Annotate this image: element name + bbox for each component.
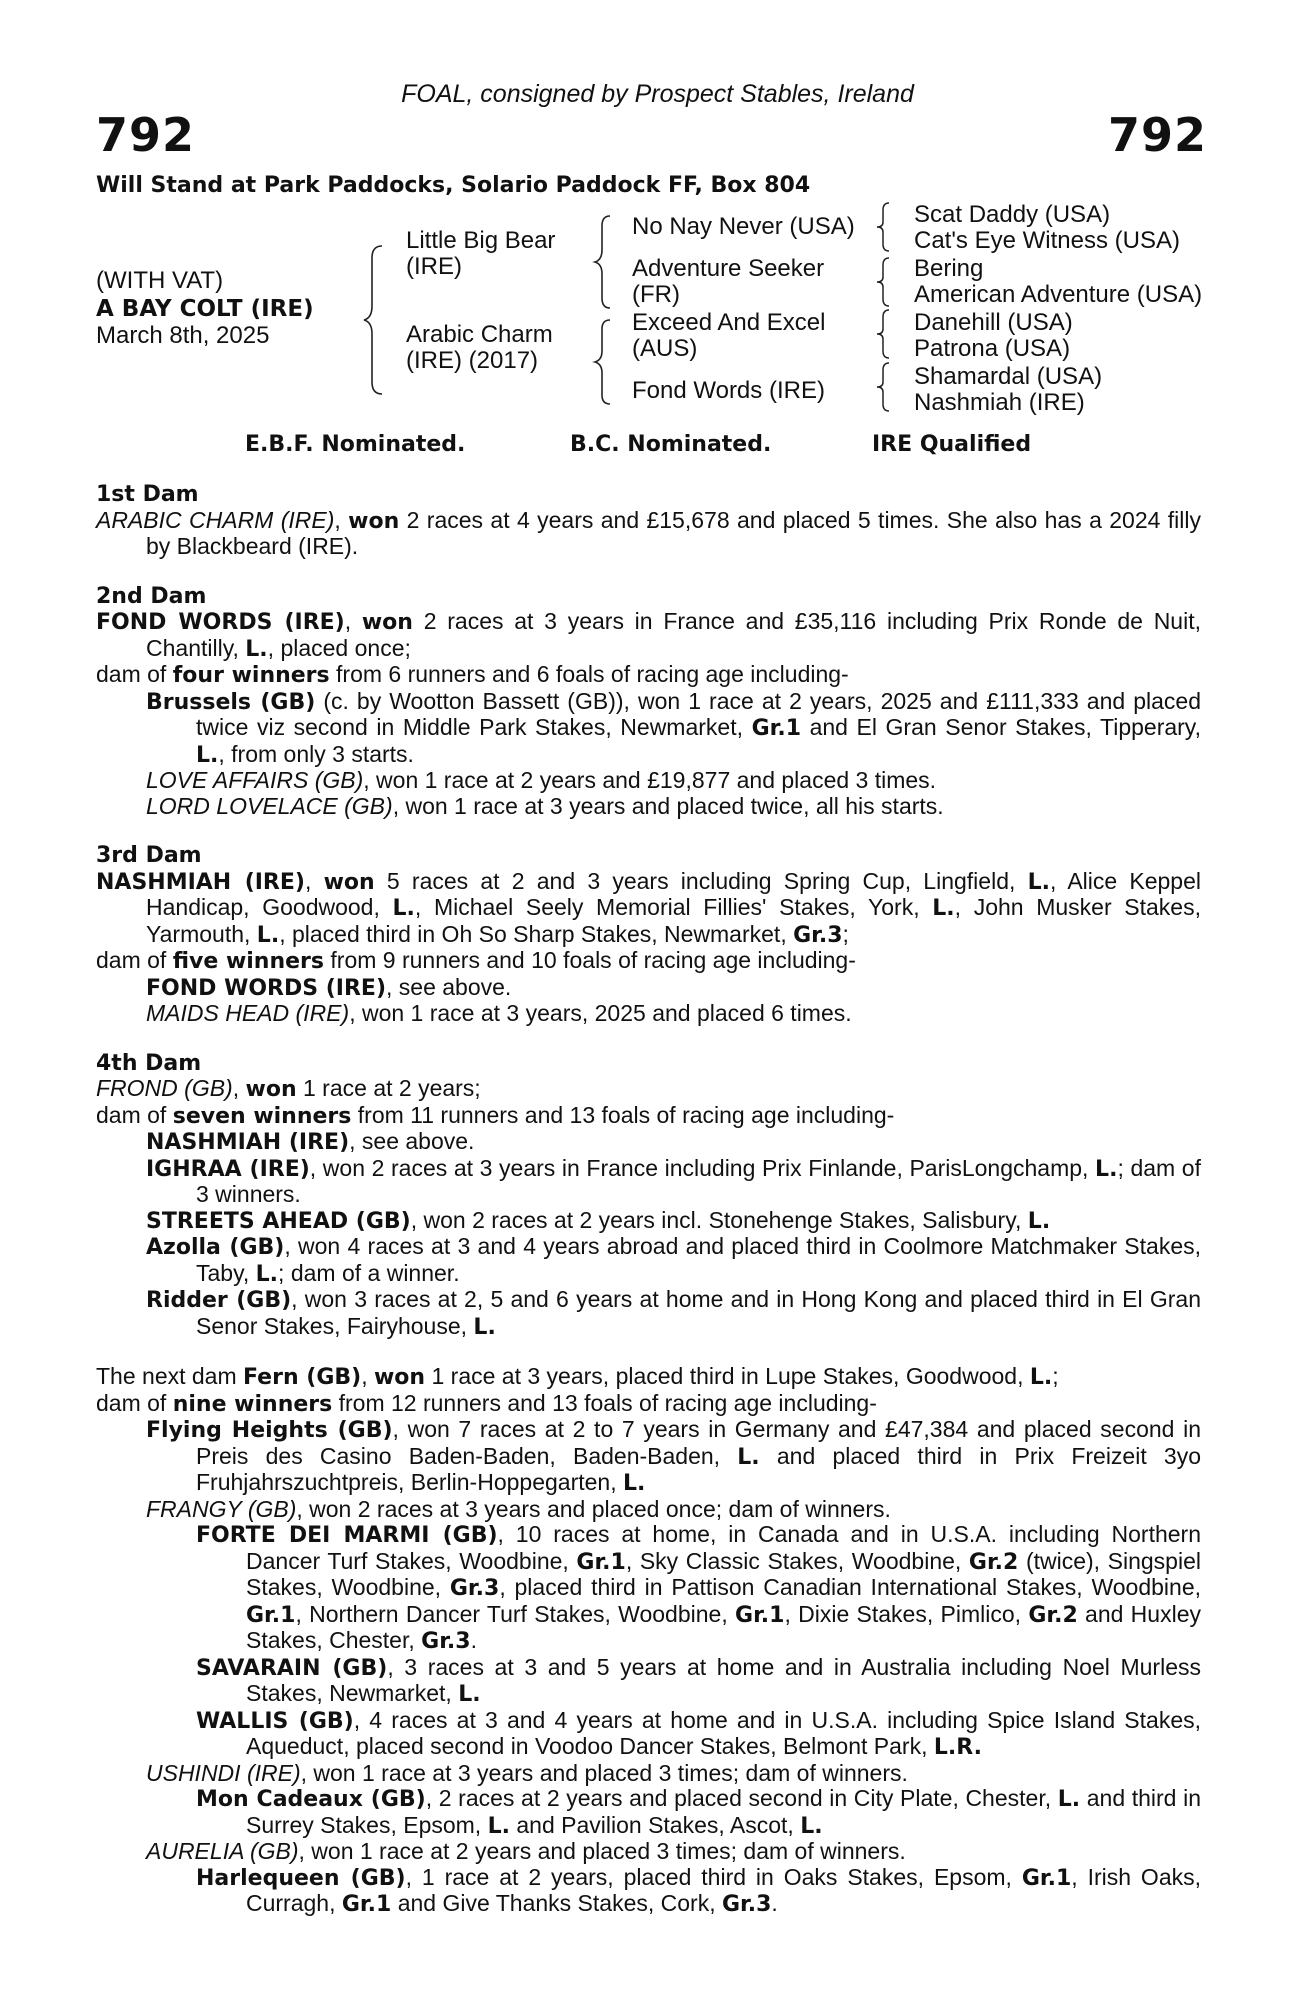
foaling-date: March 8th, 2025 (96, 322, 270, 349)
sire-sire-dam: Cat's Eye Witness (USA) (914, 227, 1180, 254)
sire-dam-dam: American Adventure (USA) (914, 281, 1203, 308)
bc-nomination: B.C. Nominated. (570, 432, 772, 457)
lot-number-right: 792 (1107, 108, 1207, 162)
third-dam-summary: dam of five winners from 9 runners and 10 foals of racing age including- (96, 947, 856, 974)
lot-number-left: 792 (96, 108, 196, 162)
progeny-row: NASHMIAH (IRE), see above. (146, 1128, 475, 1155)
horse-name: A BAY COLT (IRE) (96, 296, 314, 322)
next-dam-text: The next dam Fern (GB), won 1 race at 3 years, placed third in Lupe Stakes, Goodwood, L.; (96, 1363, 1059, 1390)
progeny-row: SAVARAIN (GB), 3 races at 3 and 5 years at home and in Australia including Noel Murless Stakes, Newmarket, L. (196, 1653, 1201, 1707)
progeny-row: Harlequeen (GB), 1 race at 2 years, placed third in Oaks Stakes, Epsom, Gr.1, Irish Oaks, Curragh, Gr.1 and Give Thanks Stakes, Cork, Gr.3. (196, 1863, 1201, 1917)
pedigree-brace-1 (360, 240, 390, 400)
pedigree-brace-4 (872, 200, 894, 254)
progeny-row: LORD LOVELACE (GB), won 1 race at 3 years and placed twice, all his starts. (146, 792, 944, 819)
first-dam-text: ARABIC CHARM (IRE), won 2 races at 4 years and £15,678 and placed 5 times. She also has a 2024 filly by Blackbeard (IRE). (96, 506, 1201, 559)
pedigree-brace-5 (872, 255, 894, 309)
first-dam-heading: 1st Dam (96, 482, 199, 507)
second-dam-summary: dam of four winners from 6 runners and 6 foals of racing age including- (96, 661, 849, 688)
dam: Arabic Charm (IRE) (2017) (406, 321, 553, 374)
pedigree-brace-6 (872, 307, 894, 361)
pedigree-brace-3 (590, 316, 616, 408)
dam-sire-sire: Danehill (USA) (914, 309, 1073, 336)
sire-dam: Adventure Seeker (FR) (632, 255, 825, 308)
third-dam-text: NASHMIAH (IRE), won 5 races at 2 and 3 years including Spring Cup, Lingfield, L., Alice Keppel Handicap, Goodwood, L., Michael Seely Memorial Fillies' Stakes, York, L., John Musker Stakes, Yarmouth, L., placed third in Oh So Sharp Stakes, Newmarket, Gr.3; (96, 867, 1202, 948)
progeny-row: FOND WORDS (IRE), see above. (146, 973, 512, 1001)
fourth-dam-heading: 4th Dam (96, 1050, 202, 1076)
fourth-dam-summary: dam of seven winners from 11 runners and 13 foals of racing age including- (96, 1101, 895, 1129)
progeny-row: Mon Cadeaux (GB), 2 races at 2 years and placed second in City Plate, Chester, L. and third in Surrey Stakes, Epsom, L. and Pavilion Stakes, Ascot, L. (196, 1785, 1201, 1839)
progeny-row: Flying Heights (GB), won 7 races at 2 to 7 years in Germany and £47,384 and placed second in Preis des Casino Baden-Baden, Baden-Baden, L. and placed third in Prix Freizeit 3yo Fruhjahrszuchtpreis, Berlin-Hoppegarten, L. (146, 1416, 1202, 1496)
ire-qualified: IRE Qualified (872, 432, 1032, 457)
progeny-row: STREETS AHEAD (GB), won 2 races at 2 years incl. Stonehenge Stakes, Salisbury, L. (146, 1206, 1051, 1234)
stand-location: Will Stand at Park Paddocks, Solario Paddock FF, Box 804 (96, 173, 811, 198)
sire-sire: No Nay Never (USA) (632, 213, 855, 240)
progeny-row: Ridder (GB), won 3 races at 2, 5 and 6 years at home and in Hong Kong and placed third in El Gran Senor Stakes, Fairyhouse, L. (146, 1286, 1201, 1340)
progeny-row: Azolla (GB), won 4 races at 3 and 4 years abroad and placed third in Coolmore Matchmaker Stakes, Taby, L.; dam of a winner. (146, 1233, 1202, 1287)
sire-dam-sire: Bering (914, 255, 984, 282)
second-dam-heading: 2nd Dam (96, 583, 207, 609)
pedigree-brace-2 (590, 212, 616, 312)
progeny-row: Brussels (GB) (c. by Wootton Bassett (GB)), won 1 race at 2 years, 2025 and £111,333 and placed twice viz second in Middle Park Stakes, Newmarket, Gr.1 and El Gran Senor Stakes, Tipperary, L., from only 3 starts. (146, 687, 1201, 768)
third-dam-heading: 3rd Dam (96, 843, 202, 868)
progeny-row: FRANGY (GB), won 2 races at 3 years and placed once; dam of winners. (146, 1495, 891, 1522)
sire: Little Big Bear (IRE) (406, 227, 556, 280)
pedigree-notes (96, 482, 1201, 1918)
fourth-dam-text: FROND (GB), won 1 race at 2 years; (96, 1075, 481, 1102)
dam-sire-dam: Patrona (USA) (914, 335, 1071, 362)
progeny-row: MAIDS HEAD (IRE), won 1 race at 3 years, 2025 and placed 6 times. (146, 1000, 852, 1026)
progeny-row: IGHRAA (IRE), won 2 races at 3 years in France including Prix Finlande, ParisLongchamp, L.; dam of 3 winners. (146, 1154, 1201, 1207)
pedigree-brace-7 (872, 360, 894, 414)
consignment-line: FOAL, consigned by Prospect Stables, Ireland (401, 80, 914, 108)
second-dam-text: FOND WORDS (IRE), won 2 races at 3 years in France and £35,116 including Prix Ronde de Nuit, Chantilly, L., placed once; (96, 608, 1201, 662)
progeny-row: WALLIS (GB), 4 races at 3 and 4 years at home and in U.S.A. including Spice Island Stakes, Aqueduct, placed second in Voodoo Dancer Stakes, Belmont Park, L.R. (196, 1706, 1202, 1760)
dam-dam: Fond Words (IRE) (632, 377, 825, 404)
dam-sire: Exceed And Excel (AUS) (632, 309, 826, 362)
progeny-row: USHINDI (IRE), won 1 race at 3 years and placed 3 times; dam of winners. (146, 1759, 908, 1786)
progeny-row: AURELIA (GB), won 1 race at 2 years and placed 3 times; dam of winners. (146, 1838, 906, 1864)
sire-sire-sire: Scat Daddy (USA) (914, 201, 1111, 228)
vat-label: (WITH VAT) (96, 267, 224, 294)
dam-dam-dam: Nashmiah (IRE) (914, 389, 1085, 416)
next-dam-summary: dam of nine winners from 12 runners and 13 foals of racing age including- (96, 1389, 877, 1417)
progeny-row: FORTE DEI MARMI (GB), 10 races at home, in Canada and in U.S.A. including Northern Dancer Turf Stakes, Woodbine, Gr.1, Sky Classic Stakes, Woodbine, Gr.2 (twice), Singspiel Stakes, Woodbine, Gr.3, placed third in Pattison Canadian International Stakes, Woodbine, Gr.1, Northern Dancer Turf Stakes, Woodbine, Gr.1, Dixie Stakes, Pimlico, Gr.2 and Huxley Stakes, Chester, Gr.3. (196, 1521, 1202, 1654)
ebf-nomination: E.B.F. Nominated. (245, 432, 466, 457)
dam-dam-sire: Shamardal (USA) (914, 363, 1103, 390)
progeny-row: LOVE AFFAIRS (GB), won 1 race at 2 years and £19,877 and placed 3 times. (146, 767, 937, 793)
